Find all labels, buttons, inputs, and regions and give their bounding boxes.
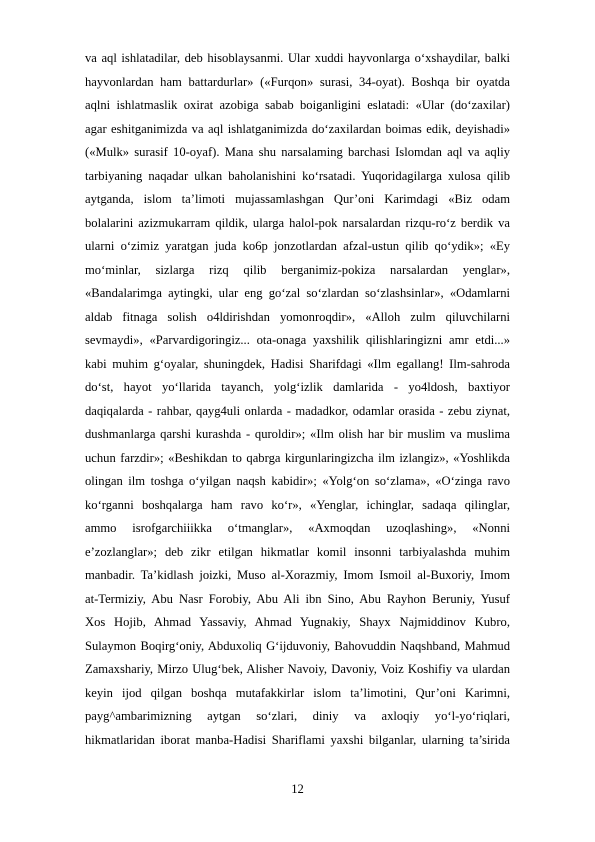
text-line-26: Sulaymon Boqirg‘oniy, Abduxoliq G‘ijduvoniy, Bahovuddin Naqshband, Mahmud bbox=[85, 638, 510, 653]
text-line-14: kabi muhim g‘oyalar, shuningdek, Hadisi Sharifdagi «Ilm egallang! Ilm-sahroda bbox=[85, 356, 510, 371]
text-line-20: ko‘rganni boshqalarga ham ravo ko‘r», «Yenglar, ichinglar, sadaqa qilinglar, bbox=[85, 497, 510, 512]
text-line-17: dushmanlarga qarshi kurashda - quroldir»; «Ilm olish har bir muslim va muslima bbox=[85, 427, 510, 441]
text-line-28: keyin ijod qilgan boshqa mutafakkirlar islom ta’limotini, Qur’oni Karimni, bbox=[85, 685, 510, 700]
text-line-25: Xos Hojib, Ahmad Yassaviy, Ahmad Yugnakiy, Shayx Najmiddinov Kubro, bbox=[85, 615, 510, 629]
text-line-29: payg^ambarimizning aytgan so‘zlari, diniy va axloqiy yo‘l-yo‘riqlari, bbox=[85, 709, 510, 723]
text-line-11: «Bandalarimga aytingki, ular eng go‘zal so‘zlardan so‘zlashsinlar», «Odamlarni bbox=[85, 286, 510, 300]
page-number: 12 bbox=[291, 782, 304, 796]
text-line-2: hayvonlardan ham battardurlar» («Furqon» surasi, 34-oyat). Boshqa bir oyatda bbox=[85, 74, 510, 89]
text-line-24: at-Termiziy, Abu Nasr Forobiy, Abu Ali ibn Sino, Abu Rayhon Beruniy, Yusuf bbox=[85, 591, 510, 606]
text-line-27: Zamaxshariy, Mirzo Ulug‘bek, Alisher Navoiy, Davoniy, Voiz Koshifiy va ulardan bbox=[85, 662, 510, 676]
text-line-23: manbadir. Ta’kidlash joizki, Muso al-Xorazmiy, Imom Ismoil al-Buxoriy, Imom bbox=[85, 568, 510, 582]
text-line-30: hikmatlaridan iborat manba-Hadisi Shariflami yaxshi bilganlar, ularning ta’sirida bbox=[85, 732, 510, 747]
body-text bbox=[85, 47, 510, 752]
text-line-7: aytganda, islom ta’limoti mujassamlashgan Qur’oni Karimdagi «Biz odam bbox=[85, 192, 510, 206]
text-line-8: bolalarini azizmukarram qildik, ularga halol-pok narsalardan rizqu-ro‘z berdik va bbox=[85, 215, 510, 230]
text-line-22: e’zozlanglar»; deb zikr etilgan hikmatlar komil insonni tarbiyalashda muhim bbox=[85, 544, 510, 559]
text-line-16: daqiqalarda - rahbar, qayg4uli onlarda - madadkor, odamlar orasida - zebu ziynat, bbox=[85, 403, 510, 418]
text-line-3: aqlni ishlatmaslik oxirat azobiga sabab boiganligini eslatadi: «Ular (do‘zaxilar) bbox=[85, 98, 510, 112]
text-line-1: va aql ishlatadilar, deb hisoblaysanmi. Ular xuddi hayvonlarga o‘xshaydilar, balki bbox=[85, 51, 510, 65]
text-line-18: uchun farzdir»; «Beshikdan to qabrga kirgunlaringizcha ilm izlangiz», «Yoshlikda bbox=[85, 450, 510, 465]
text-line-19: olingan ilm toshga o‘yilgan naqsh kabidir»; «Yolg‘on so‘zlama», «O‘zinga ravo bbox=[85, 474, 510, 488]
text-line-21: ammo isrofgarchiiikka o‘tmanglar», «Axmoqdan uzoqlashing», «Nonni bbox=[85, 521, 510, 535]
text-line-13: sevmaydi», «Parvardigoringiz... ota-onaga yaxshilik qilishlaringizni amr etdi...» bbox=[85, 333, 510, 347]
text-line-4: agar eshitganimizda va aql ishlatganimizda do‘zaxilardan boimas edik, deyishadi» bbox=[85, 121, 510, 136]
text-line-10: mo‘minlar, sizlarga rizq qilib berganimiz-pokiza narsalardan yenglar», bbox=[85, 262, 510, 277]
text-line-9: ularni o‘zimiz yaratgan juda ko6p jonzotlardan afzal-ustun qilib qo‘ydik»; «Ey bbox=[85, 239, 510, 253]
text-line-5: («Mulk» surasif 10-oyaf). Mana shu narsalaming barchasi Islomdan aql va aqliy bbox=[85, 145, 510, 159]
text-line-12: aldab fitnaga solish o4ldirishdan yomonroqdir», «Alloh zulm qiluvchilarni bbox=[85, 309, 510, 324]
text-line-15: do‘st, hayot yo‘llarida tayanch, yolg‘izlik damlarida - yo4ldosh, baxtiyor bbox=[85, 380, 510, 394]
text-line-6: tarbiyaning naqadar ulkan baholanishini ko‘rsatadi. Yuqoridagilarga xulosa qilib bbox=[85, 168, 510, 183]
